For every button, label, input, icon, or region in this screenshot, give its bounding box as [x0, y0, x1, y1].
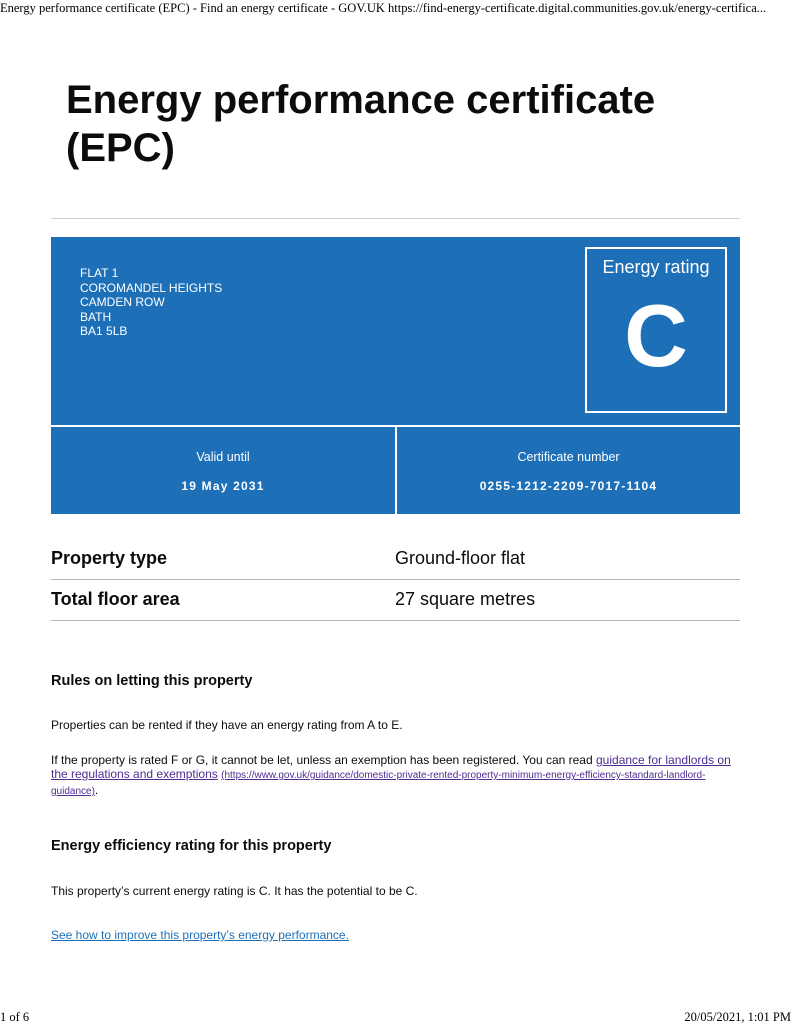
certificate-number-cell [397, 427, 740, 514]
epc-summary-panel [51, 237, 740, 514]
rules-paragraph-2 [51, 753, 740, 799]
print-page-number: 1 of 6 [0, 1010, 30, 1024]
valid-until-cell [51, 427, 395, 514]
rules-paragraph-1: Properties can be rented if they have an energy rating from A to E. [51, 718, 403, 732]
divider [51, 218, 740, 219]
landlord-guidance-link[interactable]: guidance for landlords on the regulations and exemptions [51, 753, 731, 781]
print-datetime: 20/05/2021, 1:01 PM [684, 1010, 791, 1024]
floor-area-value: 27 square metres [395, 589, 536, 609]
address-line: COROMANDEL HEIGHTS [80, 280, 223, 295]
valid-until-date: 19 May 2031 [181, 479, 265, 493]
property-address [80, 266, 222, 339]
efficiency-heading: Energy efficiency rating for this property [51, 838, 332, 854]
landlord-guidance-url[interactable]: (https://www.gov.uk/guidance/domestic-private-rented-property-minimum-energy-efficiency-standard-landlord-guidance) [51, 770, 706, 797]
page-title: Energy performance certificate (EPC) [66, 78, 656, 170]
floor-area-row [51, 579, 740, 621]
print-header: Energy performance certificate (EPC) - Find an energy certificate - GOV.UK https://find-energy-certificate.digital.communities.gov.uk/energy-certifica... [0, 1, 767, 15]
improve-performance-link[interactable]: See how to improve this property’s energy performance. [51, 928, 349, 942]
property-type-value: Ground-floor flat [395, 548, 526, 568]
rules-paragraph-2-end: . [94, 783, 99, 797]
property-type-row [51, 538, 740, 580]
efficiency-paragraph: This property’s current energy rating is C. It has the potential to be C. [51, 884, 418, 898]
energy-rating-label: Energy rating [602, 257, 710, 277]
energy-rating-letter: C [624, 286, 688, 385]
certificate-number-label: Certificate number [517, 450, 620, 464]
certificate-number-value: 0255-1212-2209-7017-1104 [479, 479, 658, 493]
floor-area-label: Total floor area [51, 589, 180, 609]
energy-rating-box [585, 247, 727, 413]
property-type-label: Property type [51, 548, 168, 568]
address-line: CAMDEN ROW [80, 295, 165, 310]
address-line: BATH [80, 309, 112, 324]
rules-heading: Rules on letting this property [51, 673, 253, 689]
rules-paragraph-2-text: If the property is rated F or G, it cannot be let, unless an exemption has been registered. You can read [51, 753, 596, 767]
valid-until-label: Valid until [196, 450, 250, 464]
address-line: BA1 5LB [80, 324, 128, 339]
improve-paragraph [51, 928, 740, 942]
address-line: FLAT 1 [80, 266, 119, 280]
